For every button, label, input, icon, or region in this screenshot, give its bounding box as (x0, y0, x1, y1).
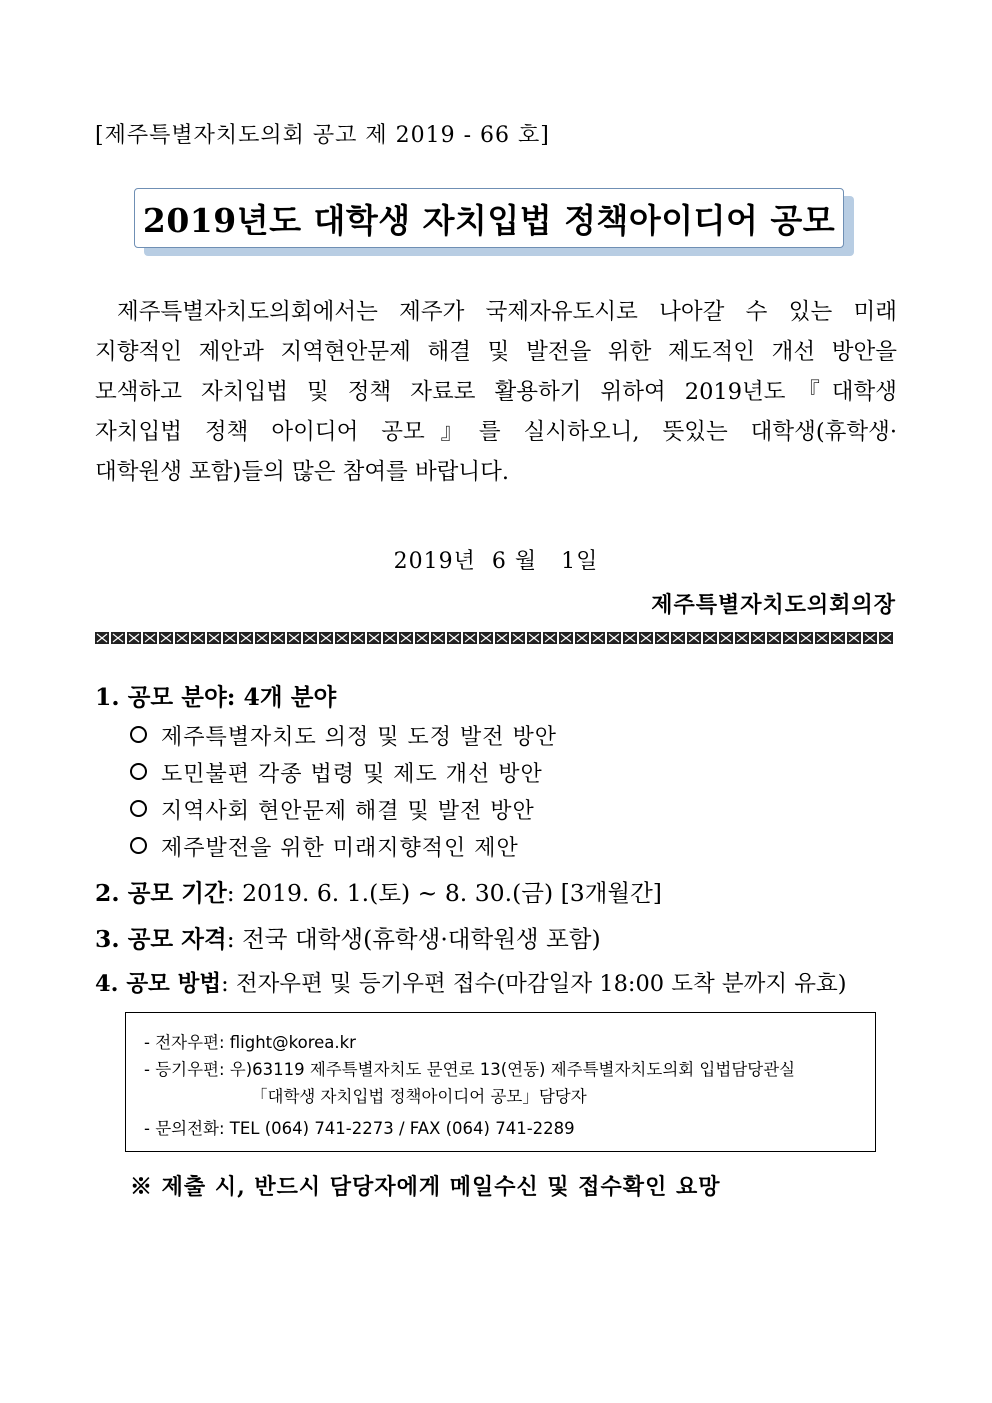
section-value: : 2019. 6. 1.(토) ~ 8. 30.(금) [3개월간] (226, 879, 662, 907)
section-label: 1. 공모 분야 (95, 683, 227, 711)
field-item (130, 794, 535, 825)
section-method (95, 966, 846, 998)
field-text: 제주발전을 위한 미래지향적인 제안 (161, 836, 519, 861)
page-title: 2019년도 대학생 자치입법 정책아이디어 공모 (142, 200, 836, 240)
contact-mail: - 등기우편: 우)63119 제주특별자치도 문연로 13(연동) 제주특별자치도의회 입법담당관실 (144, 1060, 796, 1079)
notice-date: 2019년 6 월 1일 (393, 549, 599, 574)
field-text: 제주특별자치도 의정 및 도정 발전 방안 (161, 725, 557, 750)
intro-line: 제주특별자치도의회에서는 제주가 국제자유도시로 나아갈 수 있는 미래 (117, 299, 897, 325)
signer: 제주특별자치도의회의장 (651, 592, 896, 618)
section-eligibility (95, 920, 601, 954)
section-field (95, 678, 336, 712)
field-text: 도민불편 각종 법령 및 제도 개선 방안 (161, 762, 543, 787)
intro-paragraph (95, 292, 897, 492)
title-box (134, 188, 844, 248)
section-value: : 전국 대학생(휴학생·대학원생 포함) (226, 925, 601, 953)
contact-mail-attn: 「대학생 자치입법 정책아이디어 공모」담당자 (251, 1087, 587, 1106)
field-item (130, 720, 557, 751)
section-period (95, 874, 662, 908)
field-item (130, 757, 543, 788)
section-label: 4. 공모 방법 (95, 971, 222, 997)
section-label: 2. 공모 기간 (95, 879, 227, 907)
circle-bullet-icon (130, 726, 147, 743)
intro-line: 모색하고 자치입법 및 정책 자료로 활용하기 위하여 2019년도『대학생 (95, 379, 897, 405)
title-banner (134, 188, 844, 248)
circle-bullet-icon (130, 837, 147, 854)
hatched-divider (95, 631, 897, 645)
intro-line: 자치입법 정책 아이디어 공모』를 실시하오니, 뜻있는 대학생(휴학생· (95, 419, 897, 445)
circle-bullet-icon (130, 763, 147, 780)
section-value: : 4개 분야 (226, 683, 337, 711)
intro-line: 대학원생 포함)들의 많은 참여를 바랍니다. (95, 459, 510, 485)
notice-number: [제주특별자치도의회 공고 제 2019 - 66 호] (95, 123, 550, 148)
submission-note: ※ 제출 시, 반드시 담당자에게 메일수신 및 접수확인 요망 (130, 1174, 721, 1200)
contact-email: - 전자우편: flight@korea.kr (144, 1033, 356, 1052)
contact-box (125, 1012, 876, 1152)
field-text: 지역사회 현안문제 해결 및 발전 방안 (161, 799, 535, 824)
section-value: : 전자우편 및 등기우편 접수(마감일자 18:00 도착 분까지 유효) (221, 971, 847, 997)
intro-line: 지향적인 제안과 지역현안문제 해결 및 발전을 위한 제도적인 개선 방안을 (95, 339, 897, 365)
contact-phone: - 문의전화: TEL (064) 741-2273 / FAX (064) 741-2289 (144, 1119, 575, 1138)
section-label: 3. 공모 자격 (95, 925, 227, 953)
field-item (130, 831, 519, 862)
circle-bullet-icon (130, 800, 147, 817)
